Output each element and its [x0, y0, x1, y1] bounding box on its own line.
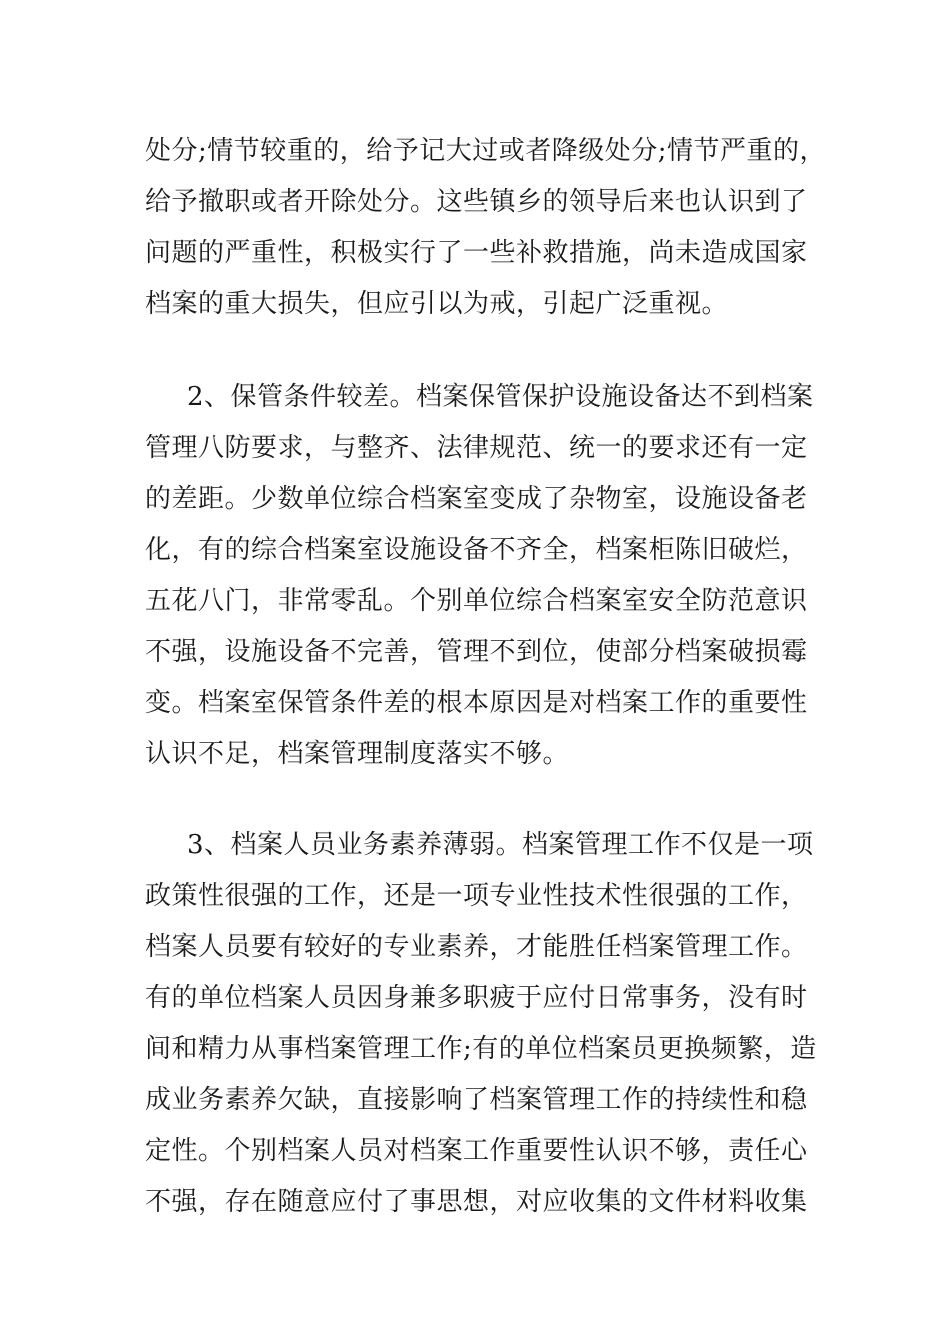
text-line: 不强，设施设备不完善，管理不到位，使部分档案破损霉	[145, 637, 808, 667]
text-line: 档案人员要有较好的专业素养，才能胜任档案管理工作。	[145, 932, 808, 962]
paragraph-penalties	[145, 126, 825, 330]
text-line: 不强，存在随意应付了事思想，对应收集的文件材料收集	[145, 1187, 808, 1217]
text-line: 政策性很强的工作，还是一项专业性技术性很强的工作，	[145, 881, 808, 911]
text-line: 3、档案人员业务素养薄弱。档案管理工作不仅是一项	[187, 830, 814, 860]
text-line: 认识不足，档案管理制度落实不够。	[145, 739, 570, 769]
text-line: 的差距。少数单位综合档案室变成了杂物室，设施设备老	[145, 484, 808, 514]
text-line: 化，有的综合档案室设施设备不齐全，档案柜陈旧破烂，	[145, 535, 808, 565]
paragraph-storage-conditions	[145, 372, 825, 780]
text-line: 变。档案室保管条件差的根本原因是对档案工作的重要性	[145, 688, 808, 718]
text-line: 定性。个别档案人员对档案工作重要性认识不够，责任心	[145, 1136, 808, 1166]
text-line: 间和精力从事档案管理工作;有的单位档案员更换频繁，造	[145, 1034, 817, 1064]
text-line: 管理八防要求，与整齐、法律规范、统一的要求还有一定	[145, 433, 808, 463]
paragraph-staff-quality	[145, 820, 825, 1228]
text-line: 2、保管条件较差。档案保管保护设施设备达不到档案	[187, 382, 814, 412]
text-line: 五花八门，非常零乱。个别单位综合档案室安全防范意识	[145, 586, 808, 616]
text-line: 给予撤职或者开除处分。这些镇乡的领导后来也认识到了	[145, 187, 808, 217]
text-line: 处分;情节较重的，给予记大过或者降级处分;情节严重的，	[145, 136, 827, 166]
text-line: 有的单位档案人员因身兼多职疲于应付日常事务，没有时	[145, 983, 808, 1013]
text-line: 成业务素养欠缺，直接影响了档案管理工作的持续性和稳	[145, 1085, 808, 1115]
text-line: 问题的严重性，积极实行了一些补救措施，尚未造成国家	[145, 238, 808, 268]
text-line: 档案的重大损失，但应引以为戒，引起广泛重视。	[145, 289, 729, 319]
